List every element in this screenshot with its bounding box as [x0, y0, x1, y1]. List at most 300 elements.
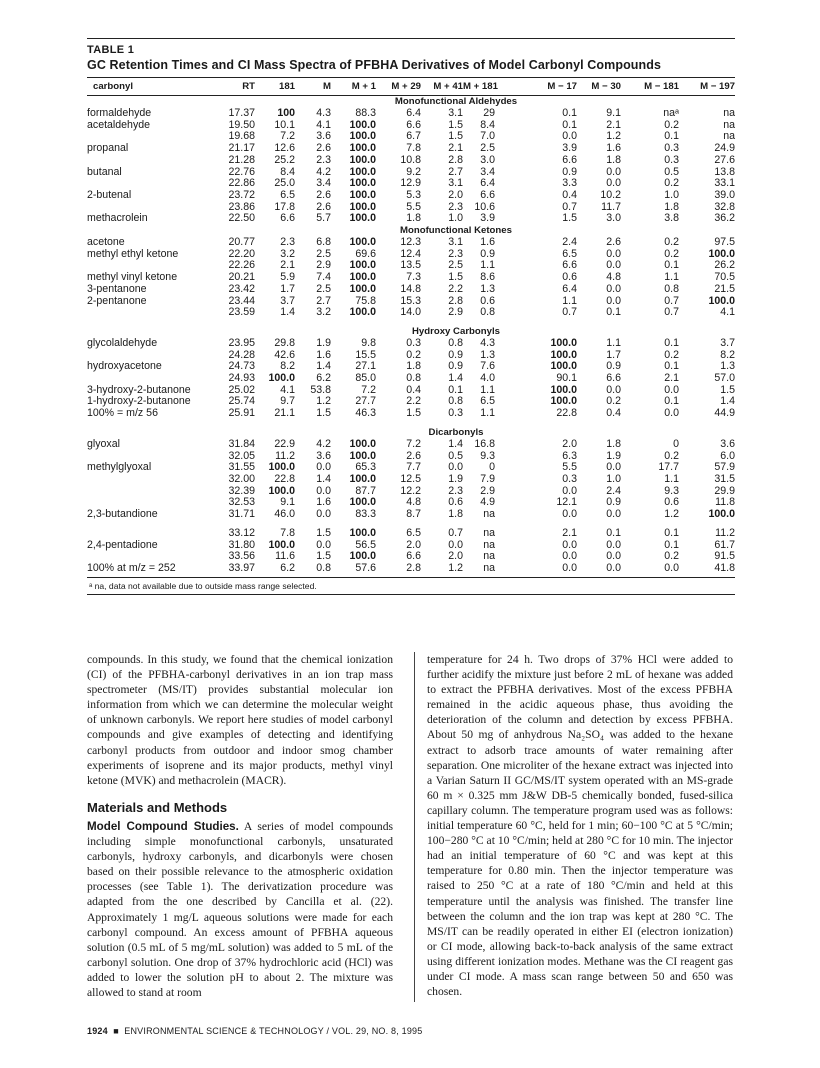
intro-paragraph: compounds. In this study, we found that the chemical ionization (CI) of the PFBHA-carbonyl derivatives in an ion trap mass spectrometer (MS/IT) provides substantial molecular ion information from which we can determine the molecular weight of unknown carbonyls. We report here studies of model carbonyl compounds and give examples of detecting and identifying carbonyl products from outdoor and indoor smog chamber experiments of isoprene and its major products, methyl vinyl ketone (MVK) and methacrolein (MACR). [87, 653, 393, 787]
table-cell: 1.7 [280, 282, 295, 295]
table-cell: 6.5 [480, 395, 495, 408]
table-cell: 100 [277, 107, 295, 119]
table-cell: 6.5 [562, 247, 577, 260]
table-cell: 2.6 [316, 142, 331, 155]
column-header: 181 [255, 78, 295, 96]
table-cell: 25.02 [228, 383, 255, 396]
table-cell: na [723, 118, 735, 131]
table-cell: 1.6 [316, 496, 331, 509]
table-cell: 1.5 [316, 407, 331, 420]
table-cell: 100.0 [349, 130, 376, 143]
table-cell: 1.8 [664, 200, 679, 213]
table-cell: 1.8 [406, 212, 421, 225]
table-label: TABLE 1 [87, 44, 135, 56]
compound-name-cell [87, 528, 205, 540]
table-cell: 31.84 [228, 437, 255, 450]
table-cell: 0.0 [448, 461, 463, 474]
table-cell: 2.6 [406, 449, 421, 462]
table-cell: 1.1 [480, 407, 495, 420]
table-cell: 0.1 [664, 538, 679, 551]
table-cell: 9.7 [280, 395, 295, 408]
table-cell: 100.0 [268, 484, 295, 497]
table-cell: 100.0 [349, 118, 376, 131]
table-cell: 5.9 [280, 271, 295, 284]
table-cell: 6.7 [406, 130, 421, 143]
table-cell: 100.0 [349, 259, 376, 272]
table-cell: 85.0 [355, 372, 376, 385]
table-cell: 22.20 [228, 247, 255, 260]
compound-name-cell: 3-hydroxy-2-butanone [87, 383, 191, 396]
table-row [87, 439, 735, 451]
table-cell: 0.6 [448, 496, 463, 509]
table-cell: na [483, 526, 495, 539]
table-cell: na [483, 508, 495, 521]
table-cell: 46.0 [274, 508, 295, 521]
column-header: M + 29 [376, 78, 421, 96]
table-cell: 4.9 [480, 496, 495, 509]
journal-citation: ENVIRONMENTAL SCIENCE & TECHNOLOGY / VOL. 29, NO. 8, 1995 [124, 1026, 423, 1036]
table-cell: 19.50 [228, 118, 255, 131]
table-cell: 0 [673, 437, 679, 450]
table-cell: 6.4 [480, 177, 495, 190]
table-cell: 0.8 [480, 306, 495, 319]
table-cell: 100.0 [708, 508, 735, 521]
table-cell: 9.3 [480, 449, 495, 462]
table-title: GC Retention Times and CI Mass Spectra of PFBHA Derivatives of Model Carbonyl Compounds [87, 58, 662, 72]
table-cell: 100.0 [349, 526, 376, 539]
table-cell: 32.8 [714, 200, 735, 213]
table-cell: 1.2 [316, 395, 331, 408]
table-cell: 100.0 [708, 294, 735, 307]
table-cell: 3.6 [720, 437, 735, 450]
table-cell: 1.1 [562, 294, 577, 307]
table-cell: 16.8 [474, 437, 495, 450]
left-column [87, 652, 393, 1000]
table-cell: 29.8 [274, 336, 295, 349]
table-cell: 5.7 [316, 212, 331, 225]
table-cell: 5.3 [406, 188, 421, 201]
table-cell: 21.5 [714, 282, 735, 295]
table-body [87, 96, 735, 578]
table-cell: 25.91 [228, 407, 255, 420]
table-cell: 0.7 [664, 294, 679, 307]
table-row [87, 474, 735, 486]
table-cell: 0.2 [664, 550, 679, 563]
table-cell: 1.9 [606, 449, 621, 462]
table-cell: 0.0 [664, 383, 679, 396]
table-cell: 46.3 [355, 407, 376, 420]
table-cell: 100.0 [550, 360, 577, 373]
table-row [87, 509, 735, 521]
table-cell: 0.6 [480, 294, 495, 307]
table-cell: 29 [483, 107, 495, 119]
table-cell: 25.74 [228, 395, 255, 408]
table-cell: 2.1 [562, 526, 577, 539]
table-cell: 0.5 [664, 165, 679, 178]
table-cell: 2.2 [448, 282, 463, 295]
table-cell: 6.3 [562, 449, 577, 462]
table-cell: 11.7 [601, 200, 621, 213]
table-cell: 1.4 [280, 306, 295, 319]
column-header: RT [205, 78, 255, 96]
table-cell: 23.44 [228, 294, 255, 307]
table-cell: 0.0 [316, 538, 331, 551]
table-cell: 0.9 [480, 247, 495, 260]
table-cell: 39.0 [714, 188, 735, 201]
table-cell: 0.0 [562, 550, 577, 563]
table-cell: 1.6 [316, 348, 331, 361]
table-cell: 100.0 [349, 550, 376, 563]
table-cell: na [483, 538, 495, 551]
table-cell: 1.5 [406, 407, 421, 420]
table-cell: 44.9 [714, 407, 735, 420]
table-cell: 2.0 [562, 437, 577, 450]
table-cell: 2.3 [316, 153, 331, 166]
table-cell: 0.0 [316, 484, 331, 497]
table-cell: 25.2 [274, 153, 295, 166]
table-cell: 2.8 [448, 153, 463, 166]
table-cell: 32.39 [228, 484, 255, 497]
table-cell: 1.3 [480, 348, 495, 361]
table-cell: 100.0 [268, 461, 295, 474]
table-cell: 22.26 [228, 259, 255, 272]
table-cell: 3.1 [448, 236, 463, 249]
table-cell: 2.6 [316, 188, 331, 201]
table-cell: 1.3 [480, 282, 495, 295]
table-cell: 3.0 [606, 212, 621, 225]
table-cell: 0.1 [664, 259, 679, 272]
table-cell: 0.9 [562, 165, 577, 178]
compound-name-cell: acetaldehyde [87, 118, 151, 131]
table-cell: 21.28 [228, 153, 255, 166]
table-cell: 26.2 [714, 259, 735, 272]
table-cell: 1.5 [448, 118, 463, 131]
table-cell: 3.9 [562, 142, 577, 155]
table-cell: 17.8 [274, 200, 295, 213]
table-cell: 2.6 [606, 236, 621, 249]
table-cell: 3.6 [316, 449, 331, 462]
table-cell: 5.5 [406, 200, 421, 213]
table-cell: 2.0 [448, 550, 463, 563]
table-cell: 1.6 [606, 142, 621, 155]
table-cell: 2.9 [316, 259, 331, 272]
right-column [427, 652, 733, 999]
table-cell: 2.8 [376, 563, 421, 577]
table-cell: 90.1 [556, 372, 577, 385]
table-cell: 1.8 [448, 508, 463, 521]
table-cell: 1.8 [606, 153, 621, 166]
table-cell: 53.8 [310, 383, 331, 396]
table-row [87, 307, 735, 319]
table-cell: 0.0 [606, 550, 621, 563]
table-cell: 2.0 [406, 538, 421, 551]
methods-paragraph [87, 819, 393, 1000]
compound-name-cell: hydroxyacetone [87, 360, 162, 373]
table-cell: 24.93 [228, 372, 255, 385]
table-cell: 0.1 [606, 526, 621, 539]
compound-name-cell: 2,4-pentadione [87, 538, 158, 551]
table-cell: 1.0 [664, 188, 679, 201]
table-cell: 2.1 [606, 118, 621, 131]
table-cell: 100.0 [708, 247, 735, 260]
table-cell: 4.1 [280, 383, 295, 396]
table-cell: 3.1 [448, 107, 463, 119]
table-cell: 7.4 [316, 271, 331, 284]
table-cell: 6.6 [562, 153, 577, 166]
table-cell: 6.6 [280, 212, 295, 225]
table-cell: 0.2 [664, 247, 679, 260]
table-cell: 2.2 [406, 395, 421, 408]
table-cell: 1.5 [562, 212, 577, 225]
runin-heading: Model Compound Studies. [87, 819, 239, 833]
table-cell: 100.0 [349, 212, 376, 225]
table-cell: 1.1 [480, 383, 495, 396]
compound-name-cell: 100% at m/z = 252 [87, 563, 205, 577]
table-cell: na [723, 130, 735, 143]
table-cell: 6.4 [406, 107, 421, 119]
table-cell: 0.1 [664, 526, 679, 539]
table-cell: 4.2 [316, 165, 331, 178]
table-cell: 100.0 [349, 449, 376, 462]
table-cell: 100.0 [349, 496, 376, 509]
table-cell: 8.2 [280, 360, 295, 373]
table-cell: 0.4 [606, 407, 621, 420]
table-cell: 100.0 [349, 142, 376, 155]
table-cell: 100.0 [349, 188, 376, 201]
table-row [87, 563, 735, 577]
table-cell: 0.3 [664, 153, 679, 166]
table-cell: 0.1 [664, 336, 679, 349]
table-cell: 22.76 [228, 165, 255, 178]
table-cell: 0.8 [448, 395, 463, 408]
table-cell: 12.9 [400, 177, 421, 190]
table-cell: 8.2 [720, 348, 735, 361]
table-cell: 70.5 [714, 271, 735, 284]
table-cell: 0.0 [606, 294, 621, 307]
table-cell: 3.6 [316, 130, 331, 143]
table-cell: 8.4 [480, 118, 495, 131]
table-cell: 12.6 [274, 142, 295, 155]
table-cell: 8.4 [280, 165, 295, 178]
column-header: M − 181 [621, 78, 679, 96]
table-cell: 1.1 [606, 336, 621, 349]
table-cell: 6.6 [562, 259, 577, 272]
table-cell: 15.3 [400, 294, 421, 307]
table-cell: 3.4 [316, 177, 331, 190]
table-cell: 13.8 [714, 165, 735, 178]
table-cell: 24.73 [228, 360, 255, 373]
table-cell: 7.6 [480, 360, 495, 373]
table-row [87, 528, 735, 540]
section-heading: Materials and Methods [87, 799, 228, 815]
column-header: M + 41 [421, 78, 463, 96]
table-cell: 4.3 [480, 336, 495, 349]
compound-name-cell: 2-pentanone [87, 294, 147, 307]
column-divider [414, 652, 415, 1002]
table-cell: 0.1 [664, 360, 679, 373]
table-cell: 2.1 [280, 259, 295, 272]
table-cell: 4.1 [720, 306, 735, 319]
table-cell: 1.5 [316, 550, 331, 563]
table-cell: 1.1 [664, 271, 679, 284]
table-cell: 57.0 [714, 372, 735, 385]
table-cell: 33.12 [228, 526, 255, 539]
compound-name-cell: methylglyoxal [87, 461, 152, 474]
table-cell: 2.4 [606, 484, 621, 497]
table-cell: 5.5 [562, 461, 577, 474]
table-cell: 0.7 [448, 526, 463, 539]
table-cell: 42.6 [274, 348, 295, 361]
table-cell: 0.8 [295, 563, 331, 577]
table-cell: 0.8 [448, 336, 463, 349]
table-cell: 7.2 [361, 383, 376, 396]
table-cell: 6.6 [406, 118, 421, 131]
table-cell: 3.7 [720, 336, 735, 349]
table-row [87, 190, 735, 202]
compound-name-cell: formaldehyde [87, 107, 152, 119]
table-cell: 8.7 [406, 508, 421, 521]
table-cell: 69.6 [355, 247, 376, 260]
table-cell: 6.5 [406, 526, 421, 539]
table-cell: 20.77 [228, 236, 255, 249]
table-cell: 23.59 [228, 306, 255, 319]
table-cell: 4.3 [316, 107, 331, 119]
table-cell: 21.1 [274, 407, 295, 420]
table-cell: 14.0 [400, 306, 421, 319]
table-cell: 4.1 [316, 118, 331, 131]
table-cell: 9.2 [406, 165, 421, 178]
column-header: M + 181 [463, 78, 517, 96]
table-cell: 65.3 [355, 461, 376, 474]
table-cell: 1.0 [448, 212, 463, 225]
page-number: 1924 [87, 1026, 108, 1036]
table-cell: 1.9 [448, 472, 463, 485]
table-cell: 24.9 [714, 142, 735, 155]
column-header: M − 30 [577, 78, 621, 96]
section-title: Dicarbonyls [428, 426, 484, 438]
table-cell: 100.0 [349, 437, 376, 450]
table-cell: 21.17 [228, 142, 255, 155]
table-cell: 1.8 [606, 437, 621, 450]
table-cell: 0.3 [448, 407, 463, 420]
table-cell: 100.0 [268, 372, 295, 385]
top-rule [87, 38, 735, 39]
table-cell: 32.53 [228, 496, 255, 509]
table-cell: 10.2 [600, 188, 621, 201]
table-cell: 0.2 [606, 395, 621, 408]
table-cell: 1.3 [720, 360, 735, 373]
table-cell: 56.5 [355, 538, 376, 551]
table-cell: 0.9 [448, 360, 463, 373]
table-cell: 2.3 [448, 247, 463, 260]
table-cell: 9.1 [280, 496, 295, 509]
compound-name-cell: butanal [87, 165, 122, 178]
table-cell: 0.0 [606, 247, 621, 260]
table-cell: 1.2 [421, 563, 463, 577]
table-cell: 1.2 [664, 508, 679, 521]
table-cell: 22.8 [274, 472, 295, 485]
table-cell: 4.8 [406, 496, 421, 509]
table-cell: 0.1 [664, 395, 679, 408]
table-cell: 3.7 [280, 294, 295, 307]
footer-bullet: ■ [110, 1026, 122, 1036]
table-cell: 6.2 [316, 372, 331, 385]
table-cell: 12.2 [400, 484, 421, 497]
table-cell: 1.1 [664, 472, 679, 485]
table-cell: 0.0 [606, 177, 621, 190]
table-cell: 33.1 [714, 177, 735, 190]
table-cell: 2.6 [316, 200, 331, 213]
table-cell: 87.7 [355, 484, 376, 497]
table-cell: 0.7 [562, 306, 577, 319]
table-cell: 36.2 [714, 212, 735, 225]
table-cell: 2.0 [448, 188, 463, 201]
table-cell: 0.0 [562, 484, 577, 497]
compound-name-cell: methyl ethyl ketone [87, 247, 179, 260]
table-cell: 100.0 [349, 165, 376, 178]
column-header: M − 197 [679, 78, 735, 96]
table-cell: 100.0 [349, 177, 376, 190]
table-cell: 25.0 [274, 177, 295, 190]
table-cell: 1.4 [720, 395, 735, 408]
table-cell: 7.8 [406, 142, 421, 155]
table-cell: 7.2 [406, 437, 421, 450]
table-header-row [87, 78, 735, 96]
table-row [87, 108, 735, 120]
table-cell: 7.3 [406, 271, 421, 284]
table-cell: 0.2 [664, 348, 679, 361]
table-cell: 0.0 [606, 282, 621, 295]
table-row [87, 213, 735, 225]
table-cell: 31.55 [228, 461, 255, 474]
compound-name-cell: 3-pentanone [87, 282, 147, 295]
section-title: Hydroxy Carbonyls [412, 325, 500, 337]
table-cell: 7.8 [280, 526, 295, 539]
data-table [87, 77, 735, 578]
table-cell: 29.9 [714, 484, 735, 497]
page-footer [87, 1026, 422, 1036]
table-cell: 2.5 [448, 259, 463, 272]
table-cell: 3.0 [480, 153, 495, 166]
compound-name-cell [87, 373, 205, 385]
table-cell: 6.0 [720, 449, 735, 462]
table-cell: 1.4 [448, 437, 463, 450]
column-header: M [295, 78, 331, 96]
table-cell: 0.2 [406, 348, 421, 361]
table-cell: 0.0 [606, 383, 621, 396]
table-cell: 1.5 [316, 526, 331, 539]
table-row [87, 237, 735, 249]
table-row [87, 284, 735, 296]
compound-name-cell: glyoxal [87, 437, 120, 450]
table-cell: 1.6 [480, 236, 495, 249]
table-cell: 17.7 [658, 461, 679, 474]
table-cell: 0.1 [562, 118, 577, 131]
table-cell: 1.4 [316, 360, 331, 373]
table-cell: 1.5 [448, 130, 463, 143]
table-cell: 0.8 [406, 372, 421, 385]
table-cell: 23.86 [228, 200, 255, 213]
table-cell: 2.1 [664, 372, 679, 385]
table-cell: 1.8 [406, 360, 421, 373]
table-cell: 32.00 [228, 472, 255, 485]
table-cell: 2.5 [316, 247, 331, 260]
table-cell: 11.8 [715, 496, 735, 509]
table-cell: 61.7 [714, 538, 735, 551]
table-cell: 0.0 [606, 538, 621, 551]
table-cell: 57.6 [331, 563, 376, 577]
table-cell: 13.5 [400, 259, 421, 272]
